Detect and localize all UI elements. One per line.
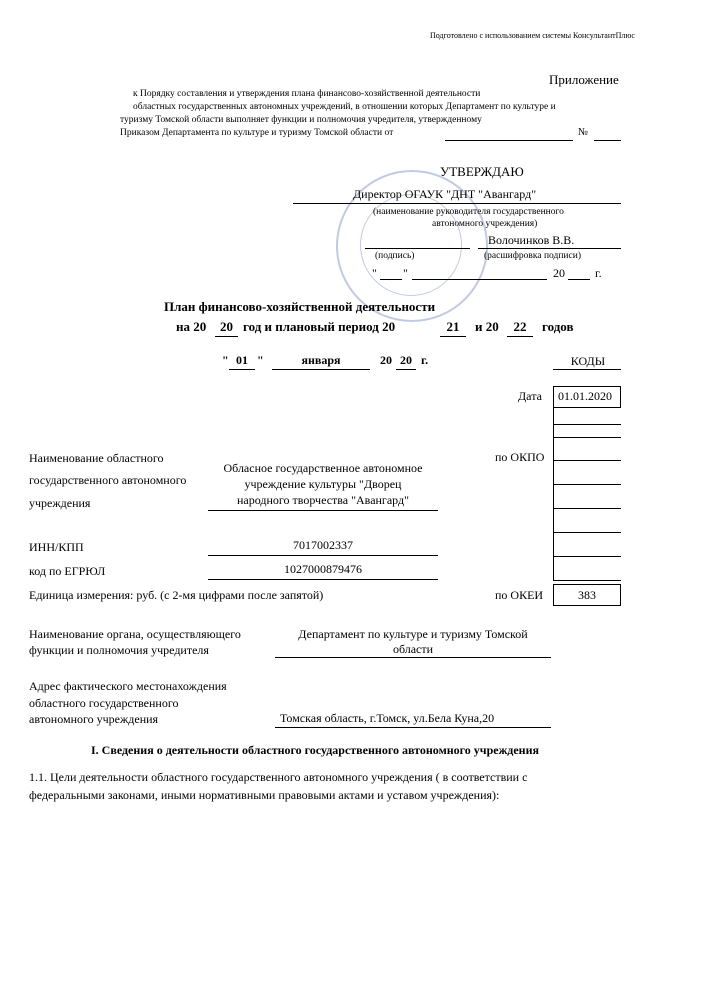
date-month: января (301, 353, 341, 367)
codes-separator-5 (553, 508, 621, 509)
date-quote-open: " (222, 353, 229, 367)
address-label-2: областного государственного (29, 696, 179, 710)
approval-date-quote-open: " (372, 266, 377, 280)
codes-separator-1 (553, 424, 621, 425)
address-label-1: Адрес фактического местонахождения (29, 679, 227, 693)
date-year-underline (396, 369, 416, 370)
date-code-value: 01.01.2020 (558, 389, 612, 403)
codes-separator-4 (553, 484, 621, 485)
address-label-3: автономного учреждения (29, 712, 159, 726)
institution-name-value-2: учреждение культуры "Дворец (244, 477, 402, 491)
approval-date-quote-close: " (403, 266, 408, 280)
codes-title-underline (553, 369, 621, 370)
plan-year-current-underline (215, 336, 238, 337)
date-day: 01 (236, 353, 248, 367)
inn-value: 7017002337 (293, 538, 353, 552)
appendix-number-underline (594, 140, 621, 141)
approval-year-prefix: 20 (553, 266, 565, 280)
plan-period-prefix: на 20 (176, 319, 207, 334)
date-suffix: г. (421, 353, 429, 367)
signer-name-underline (478, 248, 621, 249)
approval-signer-name: Волочинков В.В. (488, 233, 575, 247)
approval-month-underline (412, 279, 547, 280)
institution-name-underline (208, 510, 438, 511)
address-value: Томская область, г.Томск, ул.Бела Куна,20 (280, 711, 495, 725)
approval-position-underline (293, 203, 621, 204)
plan-year-next-underline (440, 336, 466, 337)
section-paragraph-line-1: 1.1. Цели деятельности областного государственного автономного учреждения ( в соответствии с (29, 770, 528, 784)
okpo-label: по ОКПО (495, 450, 545, 464)
inn-label: ИНН/КПП (29, 540, 84, 554)
okei-code-value: 383 (578, 588, 596, 602)
date-day-underline (229, 369, 255, 370)
inn-underline (208, 555, 438, 556)
codes-separator-8 (553, 580, 621, 581)
appendix-number-sign: № (578, 127, 589, 138)
codes-separator-2 (553, 437, 621, 438)
date-code-label: Дата (518, 389, 542, 403)
institution-name-label-3: учреждения (29, 496, 91, 510)
egrul-underline (208, 579, 438, 580)
date-month-underline (272, 369, 370, 370)
section-paragraph-line-2: федеральными законами, иными нормативными правовыми актами и уставом учреждения): (29, 788, 500, 802)
plan-title: План финансово-хозяйственной деятельности (164, 299, 436, 314)
institution-name-value-1: Обласное государственное автономное (223, 461, 423, 475)
institution-name-label-2: государственного автономного (29, 473, 187, 487)
egrul-label: код по ЕГРЮЛ (29, 564, 106, 578)
approval-year-suffix: г. (595, 266, 602, 280)
institution-name-value-3: народного творчества "Авангард" (236, 493, 410, 507)
date-year: 20 (400, 353, 412, 367)
plan-year-current: 20 (220, 319, 233, 334)
codes-separator-6 (553, 532, 621, 533)
appendix-date-underline (445, 140, 573, 141)
appendix-line-2: областных государственных автономных учреждений, в отношении которых Департамент по культуре и (133, 102, 556, 112)
organ-label-2: функции и полномочия учредителя (29, 643, 209, 657)
codes-left-border (553, 386, 554, 580)
approval-position-caption-2: автономного учреждения) (432, 219, 538, 229)
date-year-prefix: 20 (380, 353, 392, 367)
institution-name-label-1: Наименование областного (29, 451, 164, 465)
approval-position-caption-1: (наименование руководителя государственного (373, 207, 564, 217)
plan-period-middle: год и плановый период 20 (243, 319, 396, 334)
organ-value-2: области (392, 642, 434, 656)
approval-position: Директор ОГАУК "ДНТ "Авангард" (353, 187, 537, 201)
plan-year-last: 22 (513, 319, 527, 334)
organ-label-1: Наименование органа, осуществляющего (29, 627, 241, 641)
address-underline (275, 727, 551, 728)
signer-name-caption: (расшифровка подписи) (484, 251, 581, 261)
egrul-value: 1027000879476 (284, 562, 362, 576)
codes-separator-7 (553, 556, 621, 557)
approval-year-underline (568, 279, 590, 280)
codes-title: КОДЫ (570, 354, 606, 368)
approval-title: УТВЕРЖДАЮ (440, 164, 524, 179)
approval-day-underline (380, 279, 402, 280)
okei-label: по ОКЕИ (495, 588, 544, 602)
signature-caption: (подпись) (375, 251, 415, 261)
signature-underline (365, 248, 470, 249)
date-quote-close: " (257, 353, 264, 367)
plan-year-last-underline (507, 336, 533, 337)
plan-period-suffix: годов (542, 319, 574, 334)
appendix-line-4: Приказом Департамента по культуре и туризму Томской области от (120, 128, 394, 138)
section-title: I. Сведения о деятельности областного государственного автономного учреждения (91, 743, 539, 757)
appendix-line-1: к Порядку составления и утверждения плана финансово-хозяйственной деятельности (133, 89, 481, 99)
header-note: Подготовлено с использованием системы КонсультантПлюс (430, 31, 635, 40)
unit-label: Единица измерения: руб. (с 2-мя цифрами после запятой) (29, 588, 324, 602)
appendix-title: Приложение (549, 72, 619, 87)
appendix-line-3: туризму Томской области выполняет функции и полномочия учредителя, утвержденному (120, 115, 482, 125)
plan-year-next: 21 (446, 319, 460, 334)
codes-separator-3 (553, 460, 621, 461)
organ-value-1: Департамент по культуре и туризму Томской (298, 627, 528, 641)
organ-underline (275, 657, 551, 658)
plan-period-and: и 20 (475, 319, 499, 334)
